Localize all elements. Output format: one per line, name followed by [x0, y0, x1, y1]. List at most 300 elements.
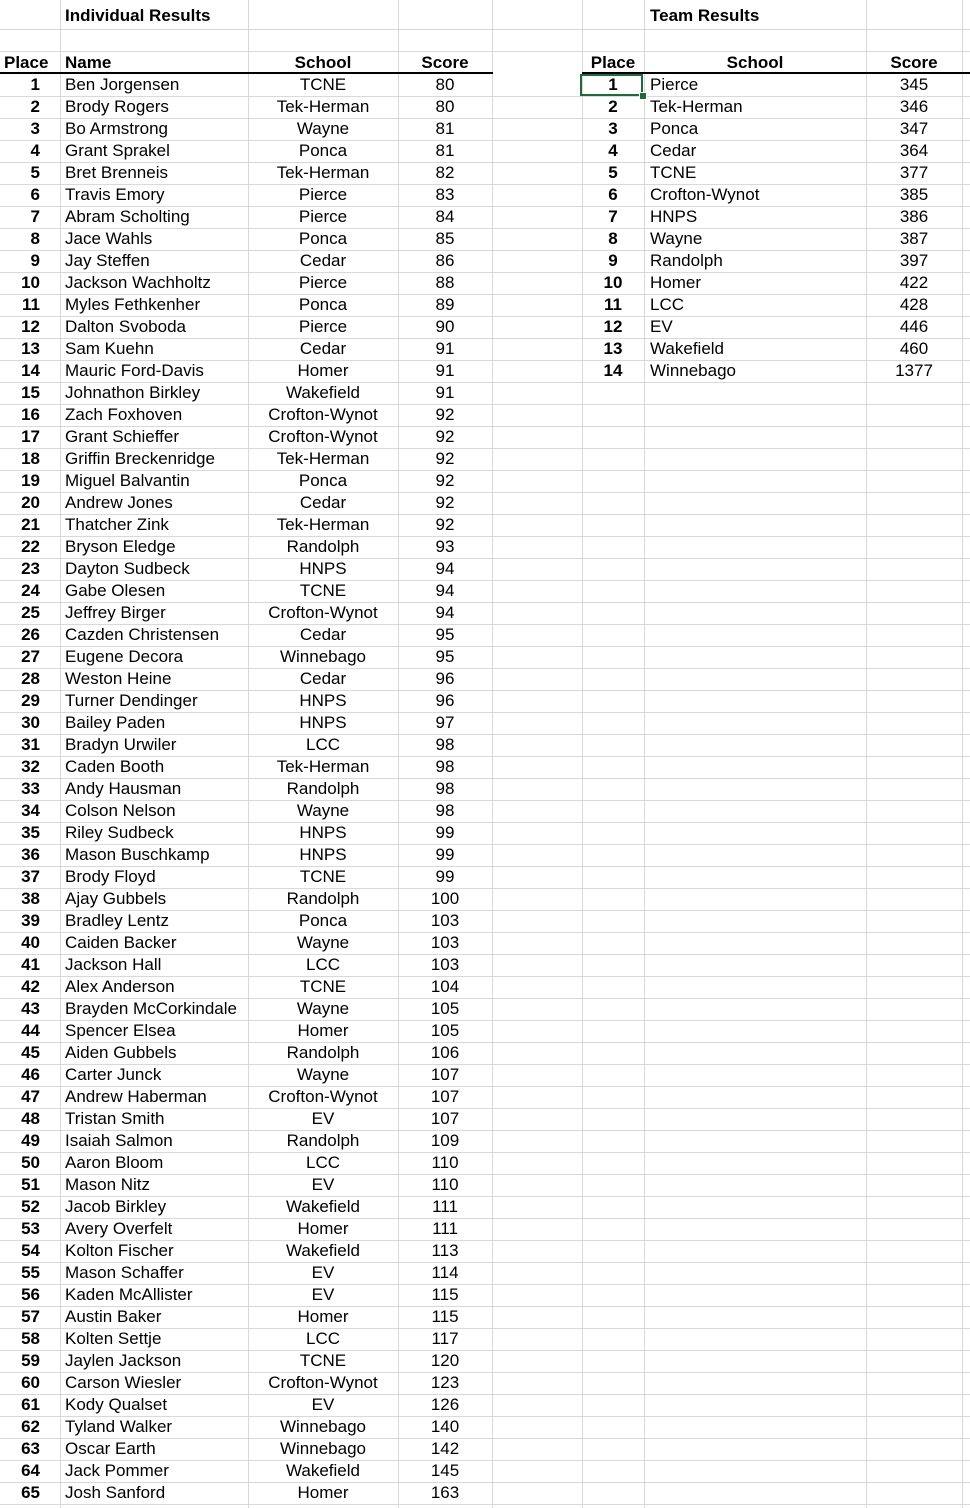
individual-name-cell[interactable]: Bradyn Urwiler: [65, 735, 177, 754]
individual-name-cell[interactable]: Tristan Smith: [65, 1109, 165, 1128]
individual-name-cell[interactable]: Kody Qualset: [65, 1395, 168, 1414]
individual-place-cell[interactable]: 48: [21, 1109, 40, 1128]
individual-score-cell[interactable]: 81: [435, 119, 455, 138]
individual-place-cell[interactable]: 8: [30, 229, 40, 248]
individual-school-cell[interactable]: TCNE: [299, 977, 347, 996]
individual-score-cell[interactable]: 91: [435, 361, 455, 380]
individual-name-cell[interactable]: Jaylen Jackson: [65, 1351, 182, 1370]
individual-score-cell[interactable]: 100: [430, 889, 460, 908]
individual-name-cell[interactable]: Mauric Ford-Davis: [65, 361, 204, 380]
individual-school-cell[interactable]: Pierce: [298, 317, 348, 336]
team-header-school[interactable]: School: [726, 53, 784, 72]
individual-school-cell[interactable]: EV: [311, 1395, 335, 1414]
individual-score-cell[interactable]: 113: [431, 1241, 459, 1260]
individual-place-cell[interactable]: 3: [30, 119, 40, 138]
individual-name-cell[interactable]: Kaden McAllister: [65, 1285, 193, 1304]
individual-school-cell[interactable]: Crofton-Wynot: [268, 1373, 378, 1392]
individual-score-cell[interactable]: 94: [435, 581, 455, 600]
individual-school-cell[interactable]: Homer: [297, 361, 349, 380]
individual-place-cell[interactable]: 22: [21, 537, 40, 556]
individual-name-cell[interactable]: Mason Buschkamp: [65, 845, 210, 864]
individual-school-cell[interactable]: Winnebago: [279, 1417, 366, 1436]
individual-name-cell[interactable]: Jeffrey Birger: [65, 603, 166, 622]
team-school-cell[interactable]: TCNE: [650, 163, 697, 182]
team-place-cell[interactable]: 11: [604, 295, 622, 314]
individual-score-cell[interactable]: 145: [430, 1461, 460, 1480]
team-school-cell[interactable]: LCC: [650, 295, 685, 314]
individual-name-cell[interactable]: Cazden Christensen: [65, 625, 220, 644]
individual-place-cell[interactable]: 37: [21, 867, 40, 886]
individual-score-cell[interactable]: 92: [435, 427, 455, 446]
individual-place-cell[interactable]: 25: [21, 603, 40, 622]
team-score-cell[interactable]: 347: [899, 119, 929, 138]
individual-score-cell[interactable]: 91: [435, 383, 455, 402]
individual-score-cell[interactable]: 83: [435, 185, 455, 204]
team-score-cell[interactable]: 346: [899, 97, 929, 116]
individual-place-cell[interactable]: 28: [21, 669, 40, 688]
individual-score-cell[interactable]: 84: [435, 207, 455, 226]
individual-score-cell[interactable]: 106: [430, 1043, 460, 1062]
team-header-score[interactable]: Score: [890, 53, 938, 72]
individual-score-cell[interactable]: 93: [435, 537, 455, 556]
team-score-cell[interactable]: 386: [899, 207, 929, 226]
team-school-cell[interactable]: Crofton-Wynot: [650, 185, 760, 204]
team-place-cell[interactable]: 14: [603, 361, 623, 380]
individual-school-cell[interactable]: Homer: [297, 1219, 349, 1238]
individual-score-cell[interactable]: 111: [432, 1219, 458, 1238]
individual-score-cell[interactable]: 99: [435, 867, 455, 886]
individual-school-cell[interactable]: Wayne: [296, 1065, 350, 1084]
individual-place-cell[interactable]: 54: [21, 1241, 40, 1260]
individual-school-cell[interactable]: Homer: [297, 1021, 349, 1040]
individual-place-cell[interactable]: 30: [21, 713, 40, 732]
individual-school-cell[interactable]: Randolph: [286, 779, 360, 798]
individual-place-cell[interactable]: 60: [21, 1373, 40, 1392]
individual-score-cell[interactable]: 120: [430, 1351, 460, 1370]
individual-school-cell[interactable]: Ponca: [298, 295, 348, 314]
team-place-cell[interactable]: 12: [603, 317, 623, 336]
individual-name-cell[interactable]: Bret Brenneis: [65, 163, 168, 182]
individual-school-cell[interactable]: Cedar: [299, 339, 347, 358]
individual-name-cell[interactable]: Bryson Eledge: [65, 537, 176, 556]
team-place-cell[interactable]: 7: [608, 207, 618, 226]
team-score-cell[interactable]: 385: [899, 185, 929, 204]
individual-name-cell[interactable]: Miguel Balvantin: [65, 471, 190, 490]
team-school-cell[interactable]: Homer: [650, 273, 702, 292]
individual-school-cell[interactable]: EV: [311, 1109, 335, 1128]
individual-place-cell[interactable]: 24: [21, 581, 40, 600]
individual-place-cell[interactable]: 49: [21, 1131, 40, 1150]
individual-place-cell[interactable]: 23: [21, 559, 40, 578]
individual-place-cell[interactable]: 35: [21, 823, 40, 842]
individual-place-cell[interactable]: 47: [21, 1087, 40, 1106]
individual-score-cell[interactable]: 142: [430, 1439, 460, 1458]
individual-header-score[interactable]: Score: [421, 53, 469, 72]
individual-score-cell[interactable]: 103: [430, 911, 460, 930]
team-school-cell[interactable]: Ponca: [650, 119, 699, 138]
individual-place-cell[interactable]: 21: [21, 515, 40, 534]
individual-place-cell[interactable]: 5: [30, 163, 40, 182]
individual-score-cell[interactable]: 107: [430, 1087, 460, 1106]
individual-school-cell[interactable]: Pierce: [298, 273, 348, 292]
individual-score-cell[interactable]: 94: [435, 559, 455, 578]
individual-name-cell[interactable]: Mason Schaffer: [65, 1263, 184, 1282]
individual-score-cell[interactable]: 96: [435, 691, 455, 710]
individual-score-cell[interactable]: 123: [430, 1373, 460, 1392]
individual-score-cell[interactable]: 81: [435, 141, 455, 160]
individual-place-cell[interactable]: 43: [21, 999, 40, 1018]
individual-school-cell[interactable]: Randolph: [286, 537, 360, 556]
individual-school-cell[interactable]: Wayne: [296, 801, 350, 820]
individual-school-cell[interactable]: Ponca: [298, 141, 348, 160]
individual-place-cell[interactable]: 7: [30, 207, 40, 226]
individual-name-cell[interactable]: Isaiah Salmon: [65, 1131, 173, 1150]
individual-place-cell[interactable]: 41: [21, 955, 40, 974]
individual-school-cell[interactable]: Homer: [297, 1307, 349, 1326]
individual-place-cell[interactable]: 1: [30, 75, 40, 94]
individual-score-cell[interactable]: 98: [435, 735, 455, 754]
individual-name-cell[interactable]: Jay Steffen: [65, 251, 150, 270]
team-score-cell[interactable]: 364: [899, 141, 929, 160]
individual-score-cell[interactable]: 111: [432, 1197, 458, 1216]
individual-score-cell[interactable]: 99: [435, 823, 455, 842]
individual-school-cell[interactable]: Cedar: [299, 493, 347, 512]
individual-score-cell[interactable]: 80: [435, 75, 455, 94]
individual-school-cell[interactable]: LCC: [305, 735, 340, 754]
team-place-cell[interactable]: 13: [603, 339, 623, 358]
fill-handle[interactable]: [639, 92, 647, 100]
team-school-cell[interactable]: Randolph: [650, 251, 723, 270]
individual-school-cell[interactable]: Wakefield: [285, 1461, 360, 1480]
individual-school-cell[interactable]: Randolph: [286, 1131, 360, 1150]
individual-school-cell[interactable]: Wakefield: [285, 1241, 360, 1260]
individual-header-name[interactable]: Name: [65, 53, 112, 72]
individual-name-cell[interactable]: Bailey Paden: [65, 713, 166, 732]
individual-name-cell[interactable]: Caden Booth: [65, 757, 165, 776]
individual-name-cell[interactable]: Austin Baker: [65, 1307, 162, 1326]
team-place-cell[interactable]: 10: [603, 273, 623, 292]
individual-header-school[interactable]: School: [294, 53, 352, 72]
individual-school-cell[interactable]: LCC: [305, 1329, 340, 1348]
individual-name-cell[interactable]: Brayden McCorkindale: [65, 999, 237, 1018]
individual-school-cell[interactable]: Randolph: [286, 1043, 360, 1062]
individual-place-cell[interactable]: 62: [21, 1417, 40, 1436]
individual-name-cell[interactable]: Tyland Walker: [65, 1417, 173, 1436]
team-score-cell[interactable]: 345: [899, 75, 929, 94]
individual-place-cell[interactable]: 10: [21, 273, 40, 292]
individual-score-cell[interactable]: 105: [430, 1021, 460, 1040]
individual-score-cell[interactable]: 107: [430, 1109, 460, 1128]
individual-school-cell[interactable]: TCNE: [299, 581, 347, 600]
individual-school-cell[interactable]: Tek-Herman: [276, 97, 370, 116]
individual-school-cell[interactable]: Winnebago: [279, 1439, 366, 1458]
individual-name-cell[interactable]: Oscar Earth: [65, 1439, 156, 1458]
individual-score-cell[interactable]: 103: [430, 933, 460, 952]
individual-score-cell[interactable]: 82: [435, 163, 455, 182]
individual-school-cell[interactable]: EV: [311, 1263, 335, 1282]
individual-name-cell[interactable]: Mason Nitz: [65, 1175, 151, 1194]
individual-score-cell[interactable]: 88: [435, 273, 455, 292]
team-place-cell[interactable]: 8: [608, 229, 618, 248]
individual-name-cell[interactable]: Brody Rogers: [65, 97, 169, 116]
individual-score-cell[interactable]: 92: [435, 515, 455, 534]
individual-name-cell[interactable]: Andrew Jones: [65, 493, 173, 512]
individual-name-cell[interactable]: Josh Sanford: [65, 1483, 166, 1502]
individual-school-cell[interactable]: TCNE: [299, 1351, 347, 1370]
individual-place-cell[interactable]: 50: [21, 1153, 40, 1172]
individual-school-cell[interactable]: Winnebago: [279, 647, 366, 666]
team-school-cell[interactable]: Wakefield: [650, 339, 725, 358]
individual-name-cell[interactable]: Carson Wiesler: [65, 1373, 182, 1392]
individual-name-cell[interactable]: Grant Sprakel: [65, 141, 170, 160]
individual-score-cell[interactable]: 95: [435, 647, 455, 666]
individual-name-cell[interactable]: Bradley Lentz: [65, 911, 169, 930]
selected-cell[interactable]: [580, 74, 643, 96]
team-score-cell[interactable]: 446: [899, 317, 929, 336]
individual-place-cell[interactable]: 34: [21, 801, 40, 820]
individual-name-cell[interactable]: Dalton Svoboda: [65, 317, 186, 336]
individual-place-cell[interactable]: 44: [21, 1021, 40, 1040]
team-place-cell[interactable]: 1: [608, 75, 618, 94]
individual-name-cell[interactable]: Andy Hausman: [65, 779, 182, 798]
individual-name-cell[interactable]: Eugene Decora: [65, 647, 184, 666]
individual-name-cell[interactable]: Caiden Backer: [65, 933, 177, 952]
team-school-cell[interactable]: Wayne: [650, 229, 703, 248]
individual-school-cell[interactable]: HNPS: [299, 559, 347, 578]
individual-school-cell[interactable]: LCC: [305, 955, 340, 974]
individual-place-cell[interactable]: 42: [21, 977, 40, 996]
team-score-cell[interactable]: 422: [899, 273, 929, 292]
team-school-cell[interactable]: HNPS: [650, 207, 698, 226]
individual-name-cell[interactable]: Zach Foxhoven: [65, 405, 183, 424]
individual-place-cell[interactable]: 16: [21, 405, 40, 424]
individual-place-cell[interactable]: 61: [21, 1395, 40, 1414]
individual-place-cell[interactable]: 65: [21, 1483, 40, 1502]
individual-school-cell[interactable]: Tek-Herman: [276, 757, 370, 776]
individual-name-cell[interactable]: Johnathon Birkley: [65, 383, 201, 402]
team-school-cell[interactable]: EV: [650, 317, 673, 336]
individual-name-cell[interactable]: Aaron Bloom: [65, 1153, 164, 1172]
individual-place-cell[interactable]: 11: [22, 295, 40, 314]
individual-score-cell[interactable]: 92: [435, 471, 455, 490]
individual-name-cell[interactable]: Kolton Fischer: [65, 1241, 174, 1260]
individual-score-cell[interactable]: 103: [430, 955, 460, 974]
individual-score-cell[interactable]: 107: [430, 1065, 460, 1084]
individual-score-cell[interactable]: 117: [431, 1329, 459, 1348]
individual-place-cell[interactable]: 57: [21, 1307, 40, 1326]
individual-school-cell[interactable]: Ponca: [298, 229, 348, 248]
individual-header-place[interactable]: Place: [4, 53, 49, 72]
team-school-cell[interactable]: Pierce: [650, 75, 699, 94]
individual-name-cell[interactable]: Carter Junck: [65, 1065, 162, 1084]
individual-name-cell[interactable]: Alex Anderson: [65, 977, 175, 996]
individual-place-cell[interactable]: 17: [21, 427, 40, 446]
individual-score-cell[interactable]: 80: [435, 97, 455, 116]
individual-name-cell[interactable]: Brody Floyd: [65, 867, 156, 886]
individual-name-cell[interactable]: Griffin Breckenridge: [65, 449, 215, 468]
individual-score-cell[interactable]: 163: [430, 1483, 460, 1502]
individual-school-cell[interactable]: Cedar: [299, 669, 347, 688]
individual-name-cell[interactable]: Spencer Elsea: [65, 1021, 176, 1040]
individual-score-cell[interactable]: 86: [435, 251, 455, 270]
individual-name-cell[interactable]: Jackson Wachholtz: [65, 273, 211, 292]
individual-name-cell[interactable]: Thatcher Zink: [65, 515, 169, 534]
team-score-cell[interactable]: 460: [899, 339, 929, 358]
individual-place-cell[interactable]: 27: [21, 647, 40, 666]
individual-place-cell[interactable]: 51: [21, 1175, 40, 1194]
individual-score-cell[interactable]: 85: [435, 229, 455, 248]
team-place-cell[interactable]: 4: [608, 141, 618, 160]
individual-name-cell[interactable]: Jace Wahls: [65, 229, 153, 248]
individual-place-cell[interactable]: 63: [21, 1439, 40, 1458]
individual-school-cell[interactable]: Randolph: [286, 889, 360, 908]
individual-place-cell[interactable]: 52: [21, 1197, 40, 1216]
individual-school-cell[interactable]: HNPS: [299, 845, 347, 864]
individual-school-cell[interactable]: HNPS: [299, 691, 347, 710]
individual-place-cell[interactable]: 9: [30, 251, 40, 270]
individual-place-cell[interactable]: 19: [21, 471, 40, 490]
individual-place-cell[interactable]: 64: [21, 1461, 40, 1480]
individual-score-cell[interactable]: 98: [435, 779, 455, 798]
individual-school-cell[interactable]: Wakefield: [285, 383, 360, 402]
individual-score-cell[interactable]: 99: [435, 845, 455, 864]
individual-place-cell[interactable]: 2: [30, 97, 40, 116]
individual-place-cell[interactable]: 38: [21, 889, 40, 908]
team-school-cell[interactable]: Cedar: [650, 141, 697, 160]
individual-place-cell[interactable]: 39: [21, 911, 40, 930]
individual-name-cell[interactable]: Turner Dendinger: [65, 691, 198, 710]
individual-score-cell[interactable]: 90: [435, 317, 455, 336]
individual-place-cell[interactable]: 36: [21, 845, 40, 864]
team-school-cell[interactable]: Tek-Herman: [650, 97, 743, 116]
individual-name-cell[interactable]: Weston Heine: [65, 669, 172, 688]
individual-score-cell[interactable]: 96: [435, 669, 455, 688]
individual-score-cell[interactable]: 115: [431, 1285, 459, 1304]
individual-place-cell[interactable]: 13: [21, 339, 40, 358]
individual-school-cell[interactable]: Tek-Herman: [276, 515, 370, 534]
individual-place-cell[interactable]: 14: [21, 361, 40, 380]
individual-place-cell[interactable]: 55: [21, 1263, 40, 1282]
individual-name-cell[interactable]: Kolten Settje: [65, 1329, 162, 1348]
individual-name-cell[interactable]: Abram Scholting: [65, 207, 190, 226]
individual-name-cell[interactable]: Dayton Sudbeck: [65, 559, 190, 578]
individual-place-cell[interactable]: 26: [21, 625, 40, 644]
individual-name-cell[interactable]: Grant Schieffer: [65, 427, 180, 446]
individual-school-cell[interactable]: Pierce: [298, 207, 348, 226]
individual-score-cell[interactable]: 89: [435, 295, 455, 314]
individual-score-cell[interactable]: 115: [431, 1307, 459, 1326]
team-score-cell[interactable]: 377: [899, 163, 929, 182]
individual-school-cell[interactable]: Ponca: [298, 471, 348, 490]
individual-place-cell[interactable]: 29: [21, 691, 40, 710]
individual-score-cell[interactable]: 91: [435, 339, 455, 358]
individual-name-cell[interactable]: Aiden Gubbels: [65, 1043, 177, 1062]
individual-place-cell[interactable]: 40: [21, 933, 40, 952]
team-score-cell[interactable]: 1377: [895, 361, 933, 380]
team-place-cell[interactable]: 9: [608, 251, 618, 270]
individual-name-cell[interactable]: Jack Pommer: [65, 1461, 169, 1480]
individual-place-cell[interactable]: 4: [30, 141, 40, 160]
individual-name-cell[interactable]: Jacob Birkley: [65, 1197, 167, 1216]
individual-score-cell[interactable]: 92: [435, 449, 455, 468]
individual-school-cell[interactable]: HNPS: [299, 823, 347, 842]
team-place-cell[interactable]: 2: [608, 97, 618, 116]
individual-school-cell[interactable]: Tek-Herman: [276, 163, 370, 182]
individual-school-cell[interactable]: Ponca: [298, 911, 348, 930]
individual-place-cell[interactable]: 45: [21, 1043, 40, 1062]
individual-school-cell[interactable]: Homer: [297, 1483, 349, 1502]
individual-school-cell[interactable]: Tek-Herman: [276, 449, 370, 468]
individual-name-cell[interactable]: Colson Nelson: [65, 801, 176, 820]
individual-school-cell[interactable]: Crofton-Wynot: [268, 603, 378, 622]
individual-name-cell[interactable]: Riley Sudbeck: [65, 823, 174, 842]
individual-name-cell[interactable]: Myles Fethkenher: [65, 295, 201, 314]
individual-name-cell[interactable]: Travis Emory: [65, 185, 165, 204]
individual-place-cell[interactable]: 12: [21, 317, 40, 336]
individual-place-cell[interactable]: 33: [21, 779, 40, 798]
individual-place-cell[interactable]: 59: [21, 1351, 40, 1370]
individual-score-cell[interactable]: 110: [431, 1175, 459, 1194]
individual-school-cell[interactable]: HNPS: [299, 713, 347, 732]
individual-score-cell[interactable]: 140: [430, 1417, 460, 1436]
individual-score-cell[interactable]: 97: [435, 713, 455, 732]
individual-score-cell[interactable]: 98: [435, 801, 455, 820]
team-score-cell[interactable]: 397: [899, 251, 929, 270]
individual-school-cell[interactable]: Wayne: [296, 999, 350, 1018]
individual-place-cell[interactable]: 32: [21, 757, 40, 776]
individual-name-cell[interactable]: Ben Jorgensen: [65, 75, 180, 94]
individual-score-cell[interactable]: 94: [435, 603, 455, 622]
individual-school-cell[interactable]: Cedar: [299, 251, 347, 270]
team-header-place[interactable]: Place: [590, 53, 636, 72]
individual-score-cell[interactable]: 126: [430, 1395, 460, 1414]
individual-school-cell[interactable]: Cedar: [299, 625, 347, 644]
individual-school-cell[interactable]: TCNE: [299, 867, 347, 886]
individual-school-cell[interactable]: Wakefield: [285, 1197, 360, 1216]
individual-name-cell[interactable]: Andrew Haberman: [65, 1087, 207, 1106]
individual-score-cell[interactable]: 110: [431, 1153, 459, 1172]
team-score-cell[interactable]: 428: [899, 295, 929, 314]
individual-score-cell[interactable]: 92: [435, 493, 455, 512]
individual-school-cell[interactable]: Crofton-Wynot: [268, 1087, 378, 1106]
individual-score-cell[interactable]: 104: [430, 977, 460, 996]
individual-name-cell[interactable]: Bo Armstrong: [65, 119, 168, 138]
individual-school-cell[interactable]: Crofton-Wynot: [268, 405, 378, 424]
individual-place-cell[interactable]: 56: [21, 1285, 40, 1304]
individual-school-cell[interactable]: LCC: [305, 1153, 340, 1172]
individual-place-cell[interactable]: 15: [21, 383, 40, 402]
individual-place-cell[interactable]: 46: [21, 1065, 40, 1084]
individual-name-cell[interactable]: Avery Overfelt: [65, 1219, 173, 1238]
individual-school-cell[interactable]: EV: [311, 1175, 335, 1194]
individual-school-cell[interactable]: TCNE: [299, 75, 347, 94]
individual-place-cell[interactable]: 58: [21, 1329, 40, 1348]
individual-school-cell[interactable]: Crofton-Wynot: [268, 427, 378, 446]
individual-name-cell[interactable]: Ajay Gubbels: [65, 889, 167, 908]
individual-place-cell[interactable]: 18: [21, 449, 40, 468]
individual-place-cell[interactable]: 6: [30, 185, 40, 204]
individual-score-cell[interactable]: 109: [430, 1131, 460, 1150]
individual-name-cell[interactable]: Gabe Olesen: [65, 581, 166, 600]
individual-place-cell[interactable]: 20: [21, 493, 40, 512]
individual-name-cell[interactable]: Jackson Hall: [65, 955, 162, 974]
individual-score-cell[interactable]: 105: [430, 999, 460, 1018]
individual-place-cell[interactable]: 53: [21, 1219, 40, 1238]
team-place-cell[interactable]: 3: [608, 119, 618, 138]
individual-name-cell[interactable]: Sam Kuehn: [65, 339, 154, 358]
team-place-cell[interactable]: 5: [608, 163, 618, 182]
team-place-cell[interactable]: 6: [608, 185, 618, 204]
